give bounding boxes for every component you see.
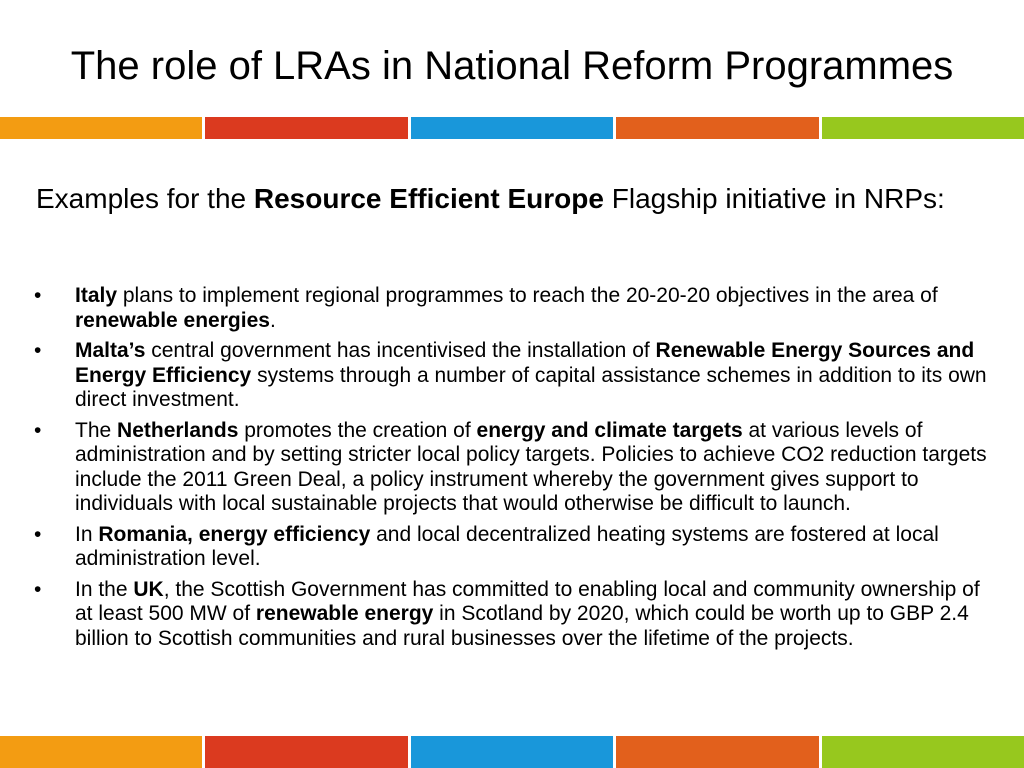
bullet-bold-text: renewable energies <box>75 308 270 332</box>
bullet-marker: • <box>34 522 42 546</box>
examples-list <box>34 284 1000 657</box>
bottom-color-stripe <box>0 736 1024 768</box>
bullet-text: and local decentralized heating systems are fostered at local administration level. <box>75 522 939 570</box>
list-item-italy <box>34 284 1000 333</box>
bullet-bold-text: Renewable Energy Sources and Energy Efficiency <box>75 339 975 387</box>
bullet-text: central government has incentivised the installation of <box>145 339 656 362</box>
stripe-segment <box>616 117 818 139</box>
bullet-text: The <box>75 418 118 442</box>
slide-title: The role of LRAs in National Reform Programmes <box>70 44 954 88</box>
bullet-text: at various levels of administration and by setting stricter local policy targets. Policies to achieve CO2 reduction targets include the 2011 Green Deal, a policy instrument whereby the government gives support to individuals with local sustainable projects that would otherwise be difficult to launch. <box>75 418 987 515</box>
subtitle-bold: Resource Efficient Europe <box>253 183 604 214</box>
bullet-marker: • <box>34 284 42 307</box>
list-item-netherlands <box>34 419 1000 517</box>
stripe-segment <box>0 117 202 139</box>
stripe-segment <box>411 736 613 768</box>
bullet-text: In the <box>75 577 134 601</box>
bullet-bold-text: renewable energy <box>255 602 434 625</box>
stripe-segment <box>205 736 407 768</box>
country-name: Netherlands <box>117 418 239 442</box>
bullet-text: plans to implement regional programmes to reach the 20-20-20 objectives in the area of <box>117 284 938 307</box>
bullet-marker: • <box>34 339 42 362</box>
bullet-text: . <box>269 308 276 332</box>
bullet-text: promotes the creation of <box>238 418 477 442</box>
bullet-marker: • <box>34 577 42 601</box>
stripe-segment <box>822 736 1024 768</box>
bullet-text: In <box>75 522 99 546</box>
subtitle-text: Examples for the <box>36 183 254 214</box>
stripe-segment <box>0 736 202 768</box>
country-name: Italy <box>75 284 118 307</box>
subtitle-text: Flagship initiative in NRPs: <box>603 183 945 214</box>
bullet-text: in Scotland by 2020, which could be worth up to GBP 2.4 billion to Scottish communities and rural businesses over the lifetime of the projects. <box>75 602 969 650</box>
country-name: Romania, energy efficiency <box>98 522 371 546</box>
list-item-uk <box>34 578 1000 652</box>
bullet-marker: • <box>34 418 42 442</box>
bullet-text: systems through a number of capital assistance schemes in addition to its own direct investment. <box>75 363 987 411</box>
bullet-text: , the Scottish Government has committed to enabling local and community ownership of at least 500 MW of <box>75 577 980 625</box>
stripe-segment <box>616 736 818 768</box>
section-subtitle <box>36 181 996 216</box>
list-item-romania <box>34 523 1000 572</box>
bullet-bold-text: energy and climate targets <box>476 418 743 442</box>
list-item-malta <box>34 339 1000 413</box>
country-name: Malta’s <box>75 339 146 362</box>
stripe-segment <box>411 117 613 139</box>
country-name: UK <box>133 577 164 601</box>
stripe-segment <box>822 117 1024 139</box>
stripe-segment <box>205 117 407 139</box>
top-color-stripe <box>0 117 1024 139</box>
